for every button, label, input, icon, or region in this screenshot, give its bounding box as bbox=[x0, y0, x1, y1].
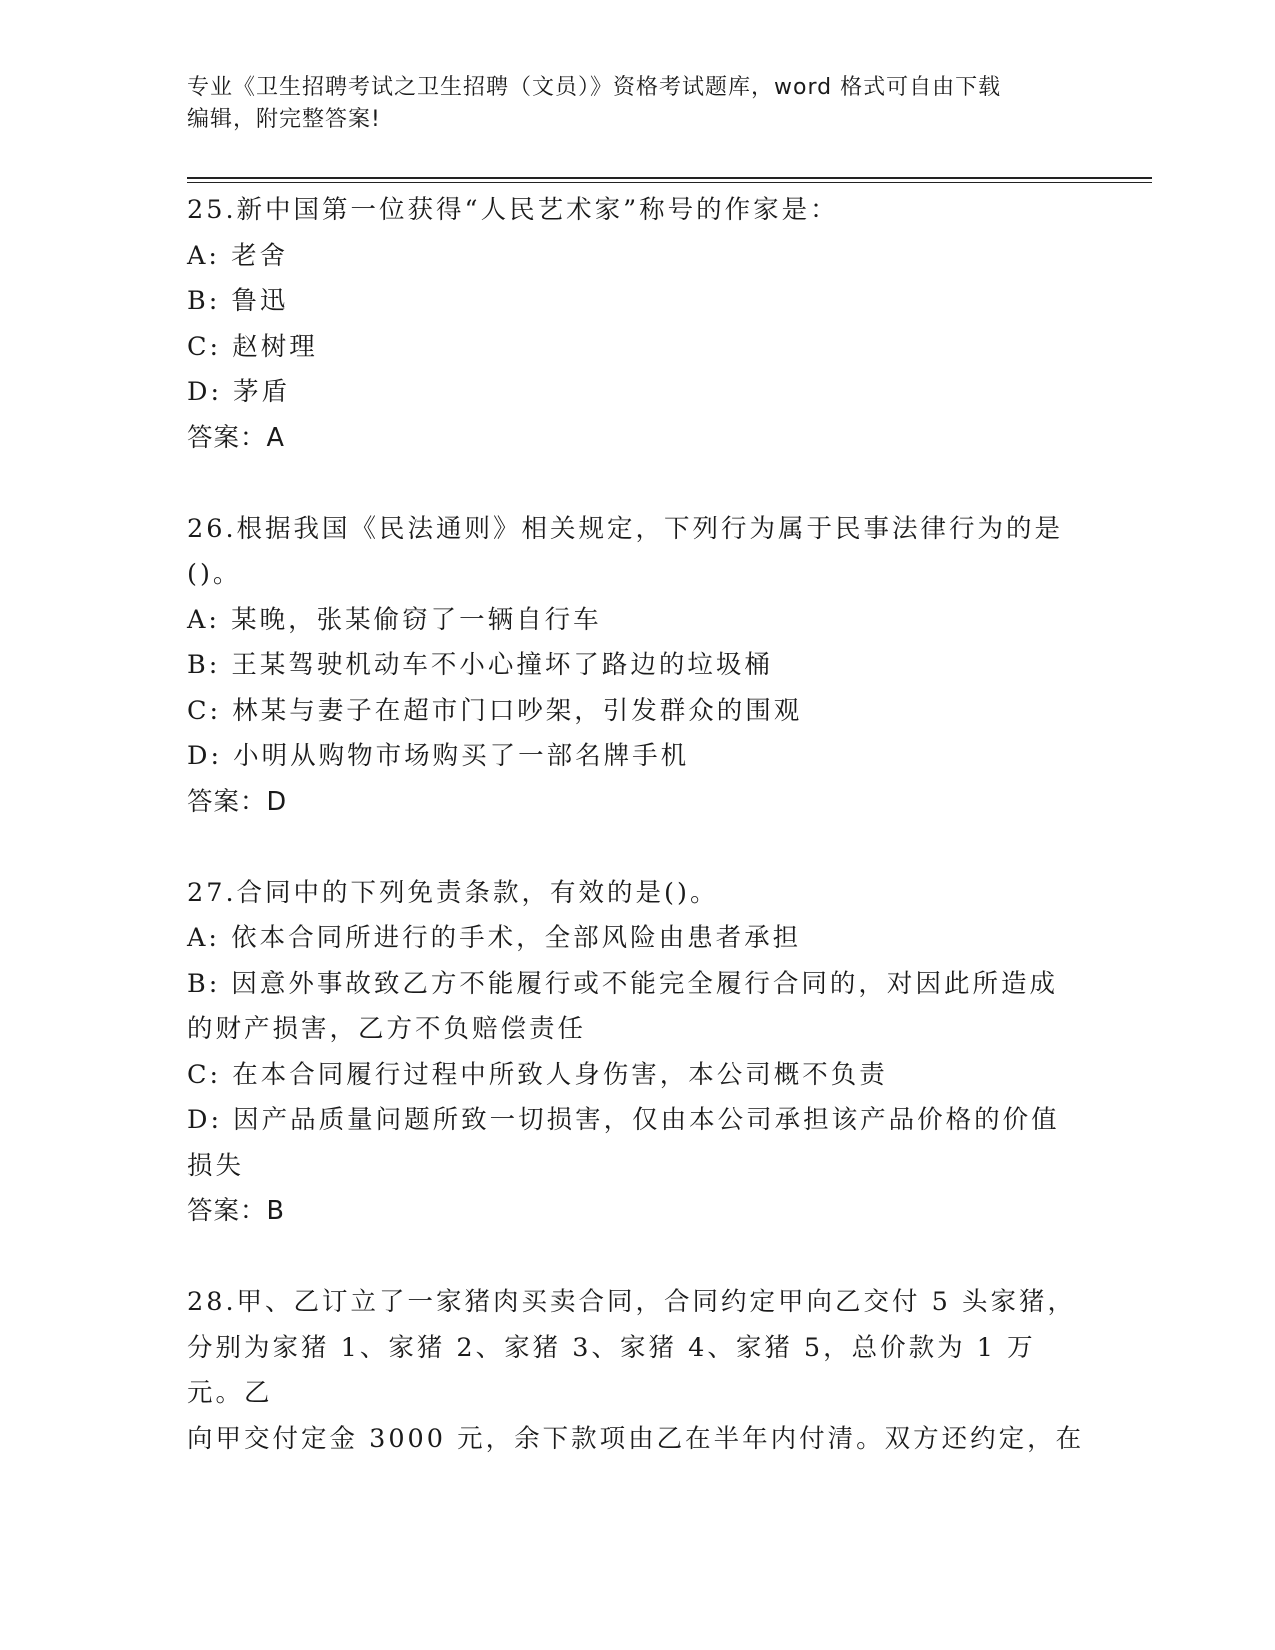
question-stem: 27.合同中的下列免责条款，有效的是()。 bbox=[187, 877, 719, 908]
question-stem: 28.甲、乙订立了一家猪肉买卖合同，合同约定甲向乙交付 5 头家猪， bbox=[187, 1287, 1076, 1317]
option-d: D: 茅盾 bbox=[187, 377, 291, 407]
option-a: A: 老舍 bbox=[187, 240, 289, 271]
answer: 答案：D bbox=[187, 786, 288, 817]
option-d-continued: 损失 bbox=[187, 1150, 245, 1181]
option-a: A: 某晚，张某偷窃了一辆自行车 bbox=[187, 604, 602, 635]
answer: 答案：A bbox=[187, 422, 285, 453]
answer: 答案：B bbox=[187, 1196, 285, 1226]
question-stem-continued: 分别为家猪 1、家猪 2、家猪 3、家猪 4、家猪 5，总价款为 1 万元。乙 bbox=[187, 1332, 1036, 1408]
question-stem: 25.新中国第一位获得“人民艺术家”称号的作家是： bbox=[187, 195, 839, 225]
option-b-continued: 的财产损害，乙方不负赔偿责任 bbox=[187, 1014, 587, 1044]
header-line-2: 编辑，附完整答案! bbox=[187, 107, 381, 132]
document-header bbox=[187, 72, 1087, 136]
option-c: C: 赵树理 bbox=[187, 331, 318, 362]
option-b: B: 鲁迅 bbox=[187, 286, 289, 316]
question-25 bbox=[187, 188, 1087, 461]
option-b: B: 王某驾驶机动车不小心撞坏了路边的垃圾桶 bbox=[187, 650, 773, 680]
question-27 bbox=[187, 871, 1087, 1235]
option-a: A: 依本合同所进行的手术，全部风险由患者承担 bbox=[187, 923, 802, 953]
option-d: D: 因产品质量问题所致一切损害，仅由本公司承担该产品价格的价值 bbox=[187, 1105, 1060, 1135]
question-28 bbox=[187, 1280, 1087, 1462]
header-line-1: 专业《卫生招聘考试之卫生招聘（文员）》资格考试题库，word 格式可自由下载 bbox=[187, 75, 1002, 100]
question-list bbox=[187, 188, 1087, 1462]
header-rule-thick bbox=[187, 177, 1152, 179]
option-c: C: 林某与妻子在超市门口吵架，引发群众的围观 bbox=[187, 695, 803, 726]
header-rule-thin bbox=[187, 182, 1152, 183]
question-stem-continued: ()。 bbox=[187, 559, 242, 589]
option-b: B: 因意外事故致乙方不能履行或不能完全履行合同的，对因此所造成 bbox=[187, 968, 1058, 999]
option-d: D: 小明从购物市场购买了一部名牌手机 bbox=[187, 741, 690, 771]
question-stem: 26.根据我国《民法通则》相关规定，下列行为属于民事法律行为的是 bbox=[187, 513, 1064, 544]
question-26 bbox=[187, 507, 1087, 826]
option-c: C: 在本合同履行过程中所致人身伤害，本公司概不负责 bbox=[187, 1059, 888, 1090]
question-stem-continued: 向甲交付定金 3000 元，余下款项由乙在半年内付清。双方还约定，在 bbox=[187, 1423, 1085, 1454]
